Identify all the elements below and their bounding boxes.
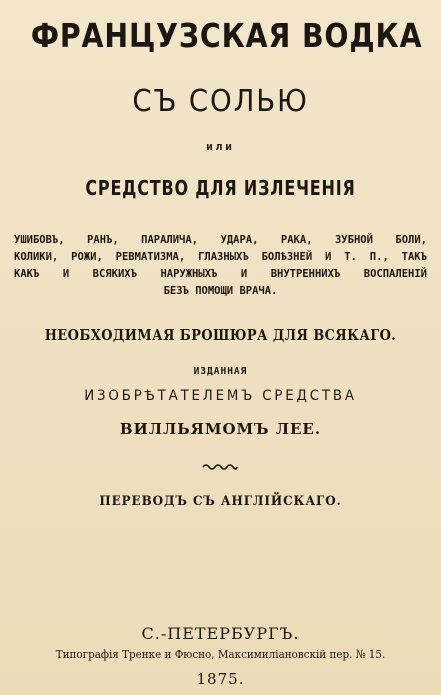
ailment-word: И — [240, 268, 248, 280]
publication-year: 1875. — [196, 670, 245, 688]
ailment-word: КАКЪ — [14, 268, 40, 280]
ailment-word: ПАРАЛИЧА, — [141, 234, 199, 246]
ailment-word: РЕВМАТИЗМА, — [115, 251, 186, 263]
ailment-word: НАРУЖНЫХЪ — [160, 268, 218, 280]
ailment-word: КОЛИКИ, — [14, 251, 59, 263]
book-subtitle: СЪ СОЛЬЮ — [132, 84, 309, 119]
or-connector: или — [206, 140, 235, 153]
ailment-word: И — [325, 251, 332, 263]
ailment-word: ТАКЪ — [401, 251, 427, 263]
ailments-line-4 — [14, 283, 427, 300]
translation-note: ПЕРЕВОДЪ СЪ АНГЛІЙСКАГО. — [99, 494, 342, 509]
ailment-word: БОЛѢЗНЕЙ — [261, 251, 313, 263]
ailment-word: ВОСПАЛЕНІЙ — [363, 268, 427, 280]
ailment-word: РАКА, — [280, 234, 313, 246]
printing-house: Типографія Тренке и Фюсно, Максимиліановскій пер. № 15. — [55, 647, 386, 661]
ailment-word: РОЖИ, — [71, 251, 103, 263]
ailments-line-3 — [14, 266, 427, 283]
ailment-word: РАНЪ, — [87, 234, 119, 246]
ailment-word: УШИБОВЪ, — [14, 234, 65, 246]
ailments-list — [14, 232, 427, 300]
brochure-note: НЕОБХОДИМАЯ БРОШЮРА ДЛЯ ВСЯКАГО. — [44, 326, 397, 344]
book-title: ФРАНЦУЗСКАЯ ВОДКА — [30, 16, 423, 55]
ailment-word: П., — [369, 251, 389, 263]
ailment-word: ВНУТРЕННИХЪ — [270, 268, 341, 280]
ailment-line-text: БЕЗЪ ПОМОЩИ ВРАЧА. — [163, 285, 278, 297]
ailment-word: И — [62, 268, 70, 280]
ailment-word: ВСЯКИХЪ — [92, 268, 137, 280]
ailment-word: ГЛАЗНЫХЪ — [198, 251, 249, 263]
author-name: ВИЛЛЬЯМОМЪ ЛЕЕ. — [119, 420, 322, 438]
ailments-line-2 — [14, 249, 427, 266]
inventor-line: ИЗОБРѢТАТЕЛЕМЪ СРЕДСТВА — [84, 388, 357, 404]
published-by-label: ИЗДАННАЯ — [193, 366, 248, 377]
publication-city: С.-ПЕТЕРБУРГЪ. — [141, 624, 300, 643]
remedy-heading: СРЕДСТВО ДЛЯ ИЗЛЕЧЕНІЯ — [85, 176, 356, 200]
ailment-word: Т. — [344, 251, 357, 263]
ailment-word: БОЛИ, — [395, 234, 427, 246]
ailment-word: УДАРА, — [220, 234, 259, 246]
ailments-line-1 — [14, 232, 427, 249]
wave-ornament — [202, 462, 238, 470]
ailment-word: ЗУБНОЙ — [334, 234, 373, 246]
